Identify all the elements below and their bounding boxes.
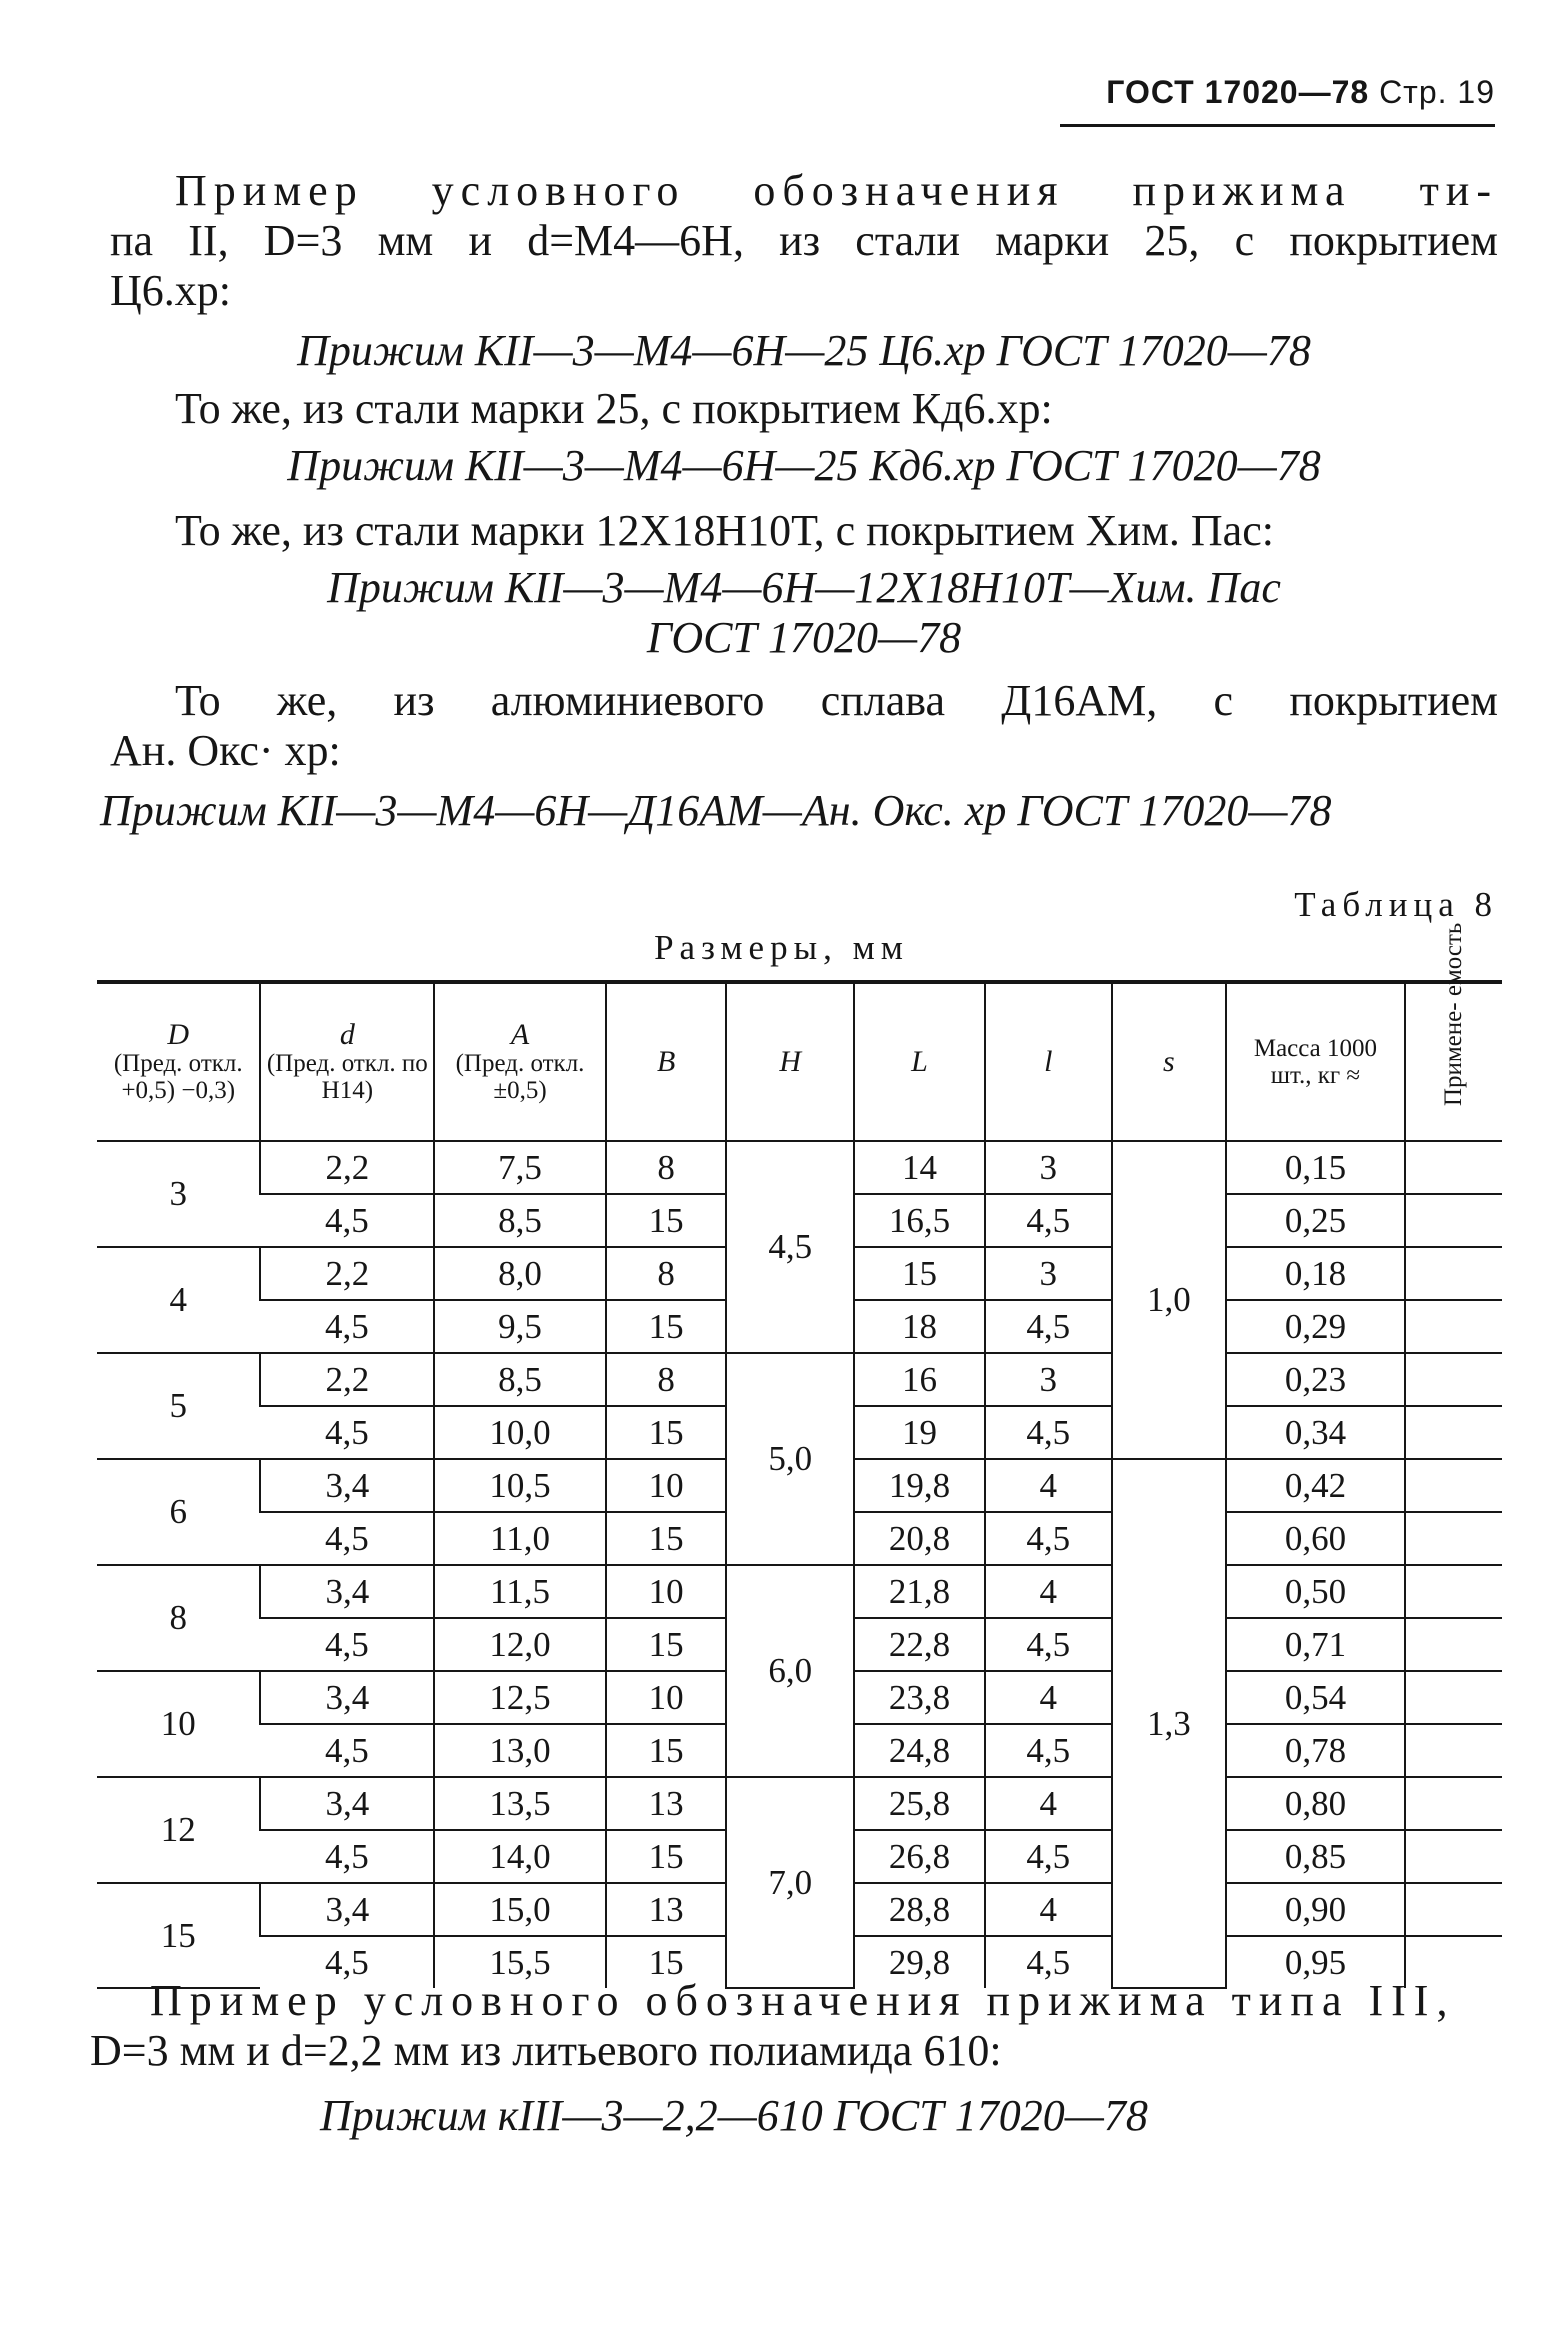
header-mass: Масса 1000 шт., кг ≈	[1226, 982, 1405, 1141]
cell-B: 15	[606, 1618, 727, 1671]
example4-designation: Прижим КII—3—М4—6Н—Д16АМ—Ан. Окс. хр ГОСТ 17020—78	[100, 786, 1332, 835]
cell-D: 8	[97, 1565, 260, 1671]
cell-d: 4,5	[260, 1618, 434, 1671]
cell-A: 11,0	[434, 1512, 606, 1565]
cell-L: 15	[854, 1247, 985, 1300]
cell-A: 14,0	[434, 1830, 606, 1883]
cell-B: 15	[606, 1830, 727, 1883]
cell-d: 4,5	[260, 1406, 434, 1459]
cell-B: 15	[606, 1406, 727, 1459]
cell-usage	[1405, 1406, 1502, 1459]
cell-D: 3	[97, 1141, 260, 1247]
page-number: Стр. 19	[1379, 74, 1495, 110]
header-H: H	[726, 982, 854, 1141]
cell-A: 10,5	[434, 1459, 606, 1512]
cell-usage	[1405, 1300, 1502, 1353]
cell-B: 8	[606, 1141, 727, 1194]
cell-A: 8,5	[434, 1353, 606, 1406]
cell-d: 4,5	[324, 1942, 369, 1982]
cell-usage	[1405, 1459, 1502, 1512]
cell-d: 3,4	[260, 1777, 434, 1830]
header-s: s	[1112, 982, 1226, 1141]
example1-intro-line1: Пример условного обозначения прижима ти-	[175, 166, 1498, 215]
cell-L: 21,8	[854, 1565, 985, 1618]
example5-text-line2: D=3 мм и d=2,2 мм из литьевого полиамида 610:	[90, 2026, 1002, 2075]
cell-usage	[1405, 1353, 1502, 1406]
cell-mass: 0,71	[1226, 1618, 1405, 1671]
cell-d: 4,5	[260, 1194, 434, 1247]
cell-mass: 0,95	[1226, 1936, 1405, 1988]
cell-usage	[1405, 1565, 1502, 1618]
cell-usage	[1405, 1141, 1502, 1194]
cell-B: 15	[606, 1936, 727, 1988]
cell-l: 4	[985, 1459, 1112, 1512]
cell-l: 4,5	[985, 1830, 1112, 1883]
header-A: A (Пред. откл. ±0,5)	[434, 982, 606, 1141]
cell-A: 8,5	[434, 1194, 606, 1247]
cell-H: 6,0	[726, 1565, 854, 1777]
cell-B: 13	[606, 1883, 727, 1936]
header-rule	[1060, 124, 1495, 127]
cell-l: 4,5	[985, 1406, 1112, 1459]
header-usage: Примене- емость	[1405, 982, 1502, 1141]
table-row	[97, 1777, 1502, 1830]
cell-B: 13	[606, 1777, 727, 1830]
header-D: D (Пред. откл. +0,5) −0,3)	[97, 982, 260, 1141]
cell-s: 1,0	[1112, 1141, 1226, 1459]
cell-usage	[1405, 1671, 1502, 1724]
cell-A: 15,0	[434, 1883, 606, 1936]
cell-d: 4,5	[260, 1300, 434, 1353]
standard-number: ГОСТ 17020—78	[1106, 74, 1370, 110]
cell-mass: 0,42	[1226, 1459, 1405, 1512]
cell-L: 14	[854, 1141, 985, 1194]
cell-A: 12,0	[434, 1618, 606, 1671]
cell-usage	[1405, 1247, 1502, 1300]
example2-designation: Прижим КII—3—М4—6Н—25 Кд6.хр ГОСТ 17020—78	[287, 441, 1321, 490]
cell-B: 15	[606, 1300, 727, 1353]
cell-L: 16,5	[854, 1194, 985, 1247]
cell-l: 4	[985, 1883, 1112, 1936]
example5-text-line1: Пример условного обозначения прижима типа III,	[150, 1976, 1456, 2025]
cell-d: 3,4	[260, 1883, 434, 1936]
cell-D: 12	[97, 1777, 260, 1883]
cell-d: 2,2	[260, 1247, 434, 1300]
cell-mass: 0,15	[1226, 1141, 1405, 1194]
cell-mass: 0,60	[1226, 1512, 1405, 1565]
header-l: l	[985, 982, 1112, 1141]
cell-l: 4	[985, 1777, 1112, 1830]
cell-A: 15,5	[434, 1936, 606, 1988]
cell-D: 6	[97, 1459, 260, 1565]
example3-designation-line2: ГОСТ 17020—78	[646, 613, 962, 662]
cell-L: 23,8	[854, 1671, 985, 1724]
cell-d: 4,5	[260, 1512, 434, 1565]
cell-l: 3	[985, 1141, 1112, 1194]
table-title: Таблица 8	[1294, 885, 1498, 924]
cell-mass: 0,80	[1226, 1777, 1405, 1830]
cell-D: 10	[97, 1671, 260, 1777]
cell-L: 24,8	[854, 1724, 985, 1777]
example5-designation: Прижим кIII—3—2,2—610 ГОСТ 17020—78	[320, 2091, 1148, 2140]
header-L: L	[854, 982, 985, 1141]
cell-mass: 0,85	[1226, 1830, 1405, 1883]
cell-A: 13,0	[434, 1724, 606, 1777]
example4-text-line2: Ан. Окс· хр:	[110, 726, 341, 775]
cell-D: 15	[97, 1883, 260, 1988]
table-subtitle: Размеры, мм	[654, 928, 909, 967]
cell-A: 7,5	[434, 1141, 606, 1194]
cell-B: 15	[606, 1194, 727, 1247]
cell-H: 7,0	[726, 1777, 854, 1988]
cell-mass: 0,78	[1226, 1724, 1405, 1777]
cell-d: 2,2	[260, 1141, 434, 1194]
cell-mass: 0,29	[1226, 1300, 1405, 1353]
cell-L: 20,8	[854, 1512, 985, 1565]
cell-usage	[1405, 1618, 1502, 1671]
example2-text: То же, из стали марки 25, с покрытием Кд6.хр:	[175, 384, 1053, 433]
cell-A: 10,0	[434, 1406, 606, 1459]
cell-l: 4,5	[985, 1194, 1112, 1247]
cell-usage	[1405, 1512, 1502, 1565]
table-row	[97, 1565, 1502, 1618]
cell-L: 28,8	[854, 1883, 985, 1936]
cell-usage	[1405, 1830, 1502, 1883]
cell-usage	[1405, 1724, 1502, 1777]
example1-designation: Прижим КII—3—М4—6Н—25 Ц6.хр ГОСТ 17020—78	[297, 326, 1311, 375]
cell-B: 10	[606, 1459, 727, 1512]
cell-B: 8	[606, 1353, 727, 1406]
cell-d: 2,2	[260, 1353, 434, 1406]
cell-mass: 0,18	[1226, 1247, 1405, 1300]
cell-usage	[1405, 1883, 1502, 1936]
cell-L: 16	[854, 1353, 985, 1406]
example3-text: То же, из стали марки 12Х18Н10Т, с покрытием Хим. Пас:	[175, 506, 1274, 555]
cell-B: 10	[606, 1565, 727, 1618]
cell-l: 4,5	[985, 1512, 1112, 1565]
example4-text-line1: То же, из алюминиевого сплава Д16АМ, с покрытием	[175, 676, 1498, 725]
cell-H: 5,0	[726, 1353, 854, 1565]
cell-L: 26,8	[854, 1830, 985, 1883]
cell-l: 4,5	[985, 1300, 1112, 1353]
cell-d: 3,4	[260, 1671, 434, 1724]
example1-intro-line2: па II, D=3 мм и d=М4—6Н, из стали марки 25, с покрытием	[110, 216, 1498, 265]
table-header-row	[97, 982, 1502, 1141]
table-row	[97, 1141, 1502, 1194]
cell-L: 19	[854, 1406, 985, 1459]
cell-d: 3,4	[260, 1565, 434, 1618]
cell-s: 1,3	[1112, 1459, 1226, 1988]
cell-L: 22,8	[854, 1618, 985, 1671]
cell-l: 4	[985, 1671, 1112, 1724]
cell-l: 3	[985, 1353, 1112, 1406]
cell-mass: 0,23	[1226, 1353, 1405, 1406]
cell-l: 4,5	[985, 1936, 1112, 1988]
cell-l: 4,5	[985, 1724, 1112, 1777]
cell-A: 11,5	[434, 1565, 606, 1618]
cell-A: 12,5	[434, 1671, 606, 1724]
cell-l: 3	[985, 1247, 1112, 1300]
cell-B: 8	[606, 1247, 727, 1300]
cell-mass: 0,90	[1226, 1883, 1405, 1936]
example3-designation-line1: Прижим КII—3—М4—6Н—12Х18Н10Т—Хим. Пас	[327, 563, 1281, 612]
cell-D: 4	[97, 1247, 260, 1353]
cell-A: 9,5	[434, 1300, 606, 1353]
cell-A: 8,0	[434, 1247, 606, 1300]
cell-l: 4	[985, 1565, 1112, 1618]
cell-L: 25,8	[854, 1777, 985, 1830]
cell-mass: 0,50	[1226, 1565, 1405, 1618]
cell-usage	[1405, 1194, 1502, 1247]
cell-usage	[1405, 1777, 1502, 1830]
cell-D: 5	[97, 1353, 260, 1459]
cell-l: 4,5	[985, 1618, 1112, 1671]
cell-L: 29,8	[854, 1936, 985, 1988]
header-B: B	[606, 982, 727, 1141]
cell-H: 4,5	[726, 1141, 854, 1353]
cell-A: 13,5	[434, 1777, 606, 1830]
cell-d: 4,5	[260, 1724, 434, 1777]
header-d: d (Пред. откл. по Н14)	[260, 982, 434, 1141]
table-row	[97, 1353, 1502, 1406]
cell-B: 15	[606, 1724, 727, 1777]
cell-L: 19,8	[854, 1459, 985, 1512]
cell-mass: 0,54	[1226, 1671, 1405, 1724]
cell-L: 18	[854, 1300, 985, 1353]
cell-d: 3,4	[260, 1459, 434, 1512]
page-header	[1000, 74, 1495, 111]
cell-mass: 0,25	[1226, 1194, 1405, 1247]
example1-intro-line3: Ц6.хр:	[110, 266, 231, 315]
cell-d: 4,5	[260, 1830, 434, 1883]
cell-B: 10	[606, 1671, 727, 1724]
cell-B: 15	[606, 1512, 727, 1565]
cell-mass: 0,34	[1226, 1406, 1405, 1459]
